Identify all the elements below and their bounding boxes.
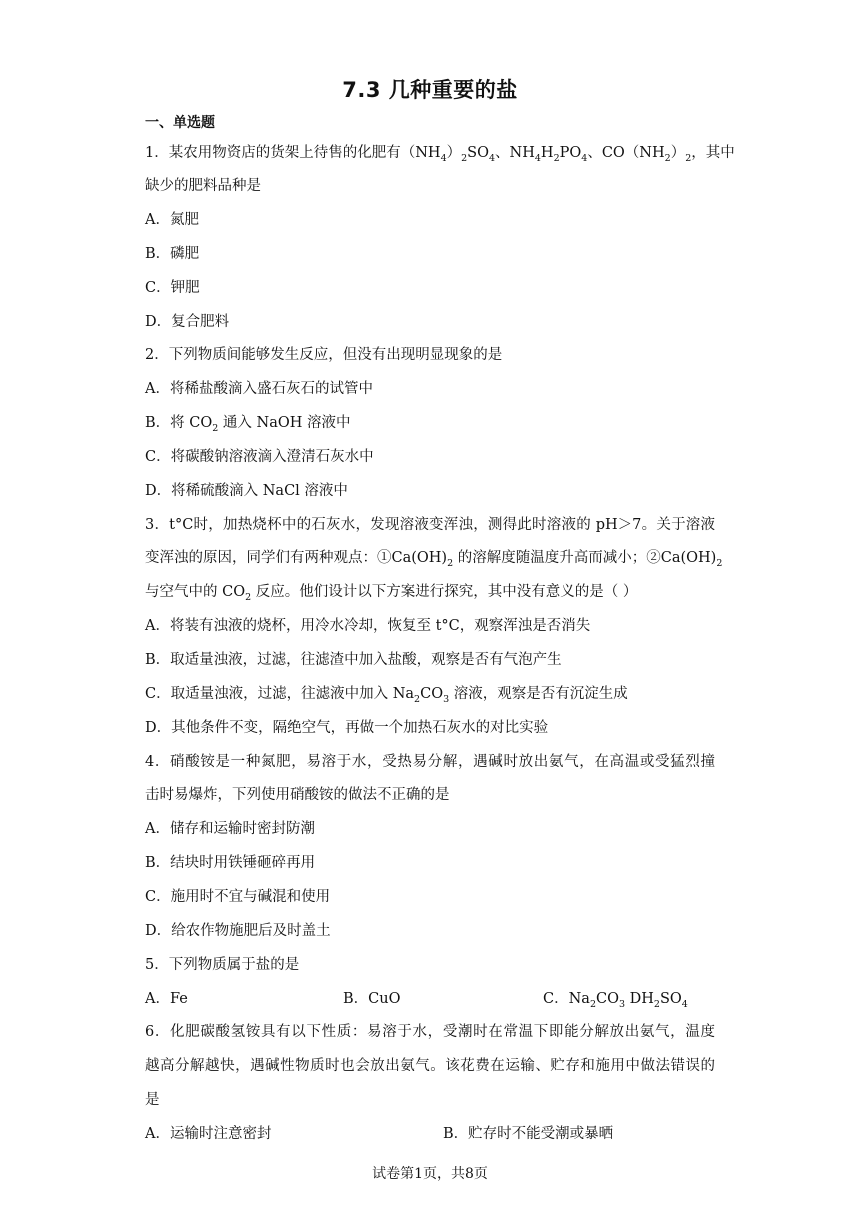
q4-option-d: D．给农作物施肥后及时盖土 bbox=[145, 923, 331, 939]
q1-option-c: C．钾肥 bbox=[145, 280, 200, 296]
q4-option-c: C．施用时不宜与碱混和使用 bbox=[145, 889, 331, 905]
q2-option-c: C．将碳酸钠溶液滴入澄清石灰水中 bbox=[145, 449, 374, 465]
q3-option-c: C．取适量浊液，过滤，往滤液中加入 $Na_2CO_3$ 溶液，观察是否有沉淀生成 bbox=[145, 686, 628, 705]
q6-stem-line3: 是 bbox=[145, 1092, 160, 1108]
q6-option-b: B．贮存时不能受潮或暴晒 bbox=[443, 1126, 614, 1142]
q5-option-a: A．Fe bbox=[145, 991, 188, 1007]
q4-option-b: B．结块时用铁锤砸碎再用 bbox=[145, 855, 316, 871]
q1-option-a: A．氮肥 bbox=[145, 212, 199, 228]
q3-stem-line2: 变浑浊的原因，同学们有两种观点：$①Ca(OH)_2$ 的溶解度随温度升高而减小；$②Ca(OH)_2$ bbox=[145, 550, 723, 569]
q3-option-b: B．取适量浊液，过滤，往滤渣中加入盐酸，观察是否有气泡产生 bbox=[145, 652, 562, 668]
q5-option-c: C．$Na_2CO_3$ $DH_2SO_4$ bbox=[543, 991, 688, 1010]
q5-stem: 5．下列物质属于盐的是 bbox=[145, 957, 300, 973]
q4-stem-line2: 击时易爆炸，下列使用硝酸铵的做法不正确的是 bbox=[145, 787, 450, 803]
section-heading: 一、单选题 bbox=[145, 115, 215, 131]
q2-option-d: D．将稀硫酸滴入 NaCl 溶液中 bbox=[145, 483, 348, 499]
q6-stem-line1: 6．化肥碳酸氢铵具有以下性质：易溶于水，受潮时在常温下即能分解放出氨气，温度 bbox=[145, 1024, 715, 1040]
page-title: 7.3 几种重要的盐 bbox=[342, 78, 518, 102]
q4-option-a: A．储存和运输时密封防潮 bbox=[145, 821, 315, 837]
q6-stem-line2: 越高分解越快，遇碱性物质时也会放出氨气。该花费在运输、贮存和施用中做法错误的 bbox=[145, 1058, 715, 1074]
q2-stem: 2．下列物质间能够发生反应，但没有出现明显现象的是 bbox=[145, 347, 503, 363]
q1-option-b: B．磷肥 bbox=[145, 246, 200, 262]
q3-stem-line1: 3．t°C时，加热烧杯中的石灰水，发现溶液变浑浊，测得此时溶液的 pH＞7。关于溶液 bbox=[145, 517, 715, 533]
q3-option-d: D．其他条件不变，隔绝空气，再做一个加热石灰水的对比实验 bbox=[145, 720, 549, 736]
q2-option-b: B．将 $CO_2$ 通入 NaOH 溶液中 bbox=[145, 415, 351, 434]
q1-stem-line2: 缺少的肥料品种是 bbox=[145, 178, 261, 194]
q1-stem-line1: 1．某农用物资店的货架上待售的化肥有$(NH_4)_2SO_4$、$NH_4H_2PO_4$、$CO(NH_2)_2$，其中 bbox=[145, 145, 735, 164]
q6-option-a: A．运输时注意密封 bbox=[145, 1126, 272, 1142]
q3-option-a: A．将装有浊液的烧杯，用冷水冷却，恢复至 t°C，观察浑浊是否消失 bbox=[145, 618, 591, 634]
q2-option-a: A．将稀盐酸滴入盛石灰石的试管中 bbox=[145, 381, 373, 397]
q3-stem-line3: 与空气中的 $CO_2$ 反应。他们设计以下方案进行探究，其中没有意义的是（ ） bbox=[145, 584, 638, 603]
page-footer: 试卷第1页，共8页 bbox=[372, 1166, 488, 1182]
q4-stem-line1: 4．硝酸铵是一种氮肥，易溶于水，受热易分解，遇碱时放出氨气，在高温或受猛烈撞 bbox=[145, 754, 715, 770]
q5-option-b: B．CuO bbox=[343, 991, 401, 1007]
q1-option-d: D．复合肥料 bbox=[145, 314, 230, 330]
